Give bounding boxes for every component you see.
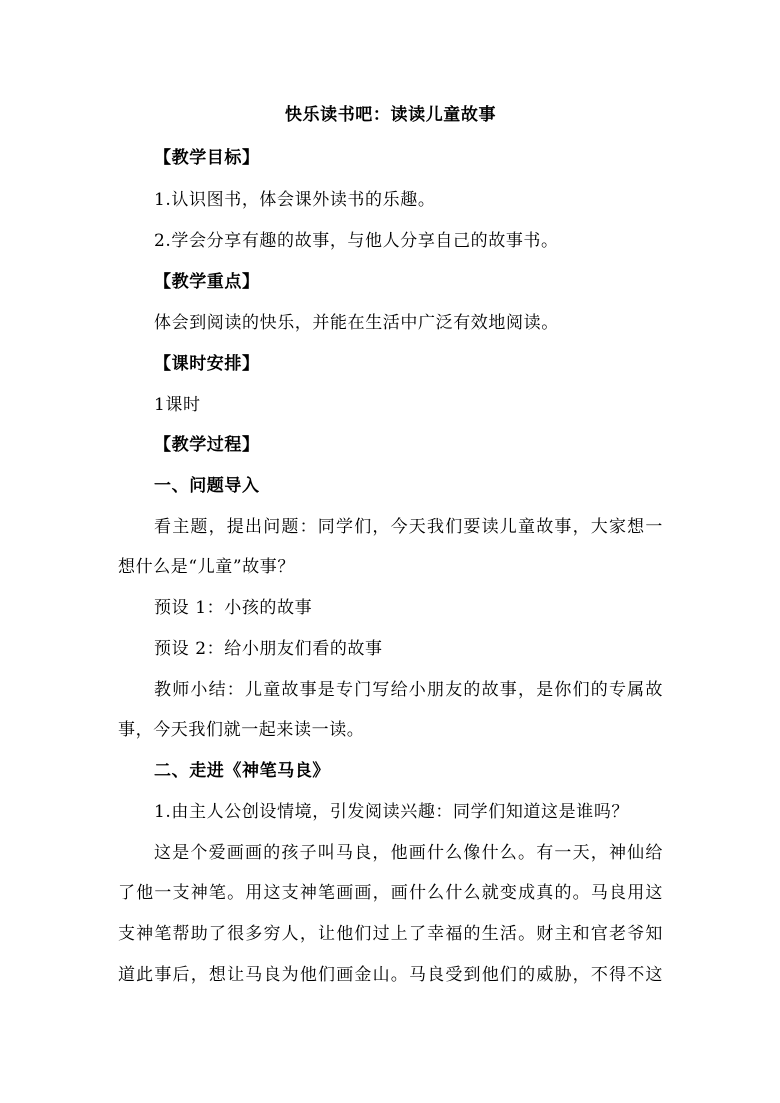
summary-paragraph-line-2: 事，今天我们就一起来读一读。 xyxy=(118,720,365,740)
story-paragraph-line-3: 支神笔帮助了很多穷人，让他们过上了幸福的生活。财主和官老爷知 xyxy=(118,924,663,944)
story-paragraph-line-1: 这是个爱画画的孩子叫马良，他画什么像什么。有一天，神仙给 xyxy=(154,843,663,863)
goal-item-2: 2.学会分享有趣的故事，与他人分享自己的故事书。 xyxy=(154,231,559,251)
summary-paragraph-line-1: 教师小结：儿童故事是专门写给小朋友的故事，是你们的专属故 xyxy=(154,680,663,700)
intro-paragraph-line-2: 想什么是“儿童”故事？ xyxy=(118,557,295,577)
schedule-text: 1课时 xyxy=(154,395,201,415)
story-paragraph-line-2: 了他一支神笔。用这支神笔画画，画什么什么就变成真的。马良用这 xyxy=(118,883,663,903)
preset-2: 预设 2：给小朋友们看的故事 xyxy=(154,639,383,659)
goal-item-1: 1.认识图书，体会课外读书的乐趣。 xyxy=(154,190,436,210)
part-two-heading: 二、走进《神笔马良》 xyxy=(154,761,330,781)
focus-text: 体会到阅读的快乐，并能在生活中广泛有效地阅读。 xyxy=(154,313,559,333)
intro-paragraph-line-1: 看主题，提出问题：同学们，今天我们要读儿童故事，大家想一 xyxy=(154,517,663,537)
schedule-heading: 【课时安排】 xyxy=(154,354,260,374)
document-title: 快乐读书吧：读读儿童故事 xyxy=(284,105,497,125)
process-heading: 【教学过程】 xyxy=(154,435,260,455)
goals-heading: 【教学目标】 xyxy=(154,148,260,168)
part-one-heading: 一、问题导入 xyxy=(154,476,260,496)
step-1: 1.由主人公创设情境，引发阅读兴趣：同学们知道这是谁吗？ xyxy=(154,802,630,822)
focus-heading: 【教学重点】 xyxy=(154,272,260,292)
preset-1: 预设 1：小孩的故事 xyxy=(154,598,313,618)
story-paragraph-line-4: 道此事后，想让马良为他们画金山。马良受到他们的威胁，不得不这 xyxy=(118,965,663,985)
